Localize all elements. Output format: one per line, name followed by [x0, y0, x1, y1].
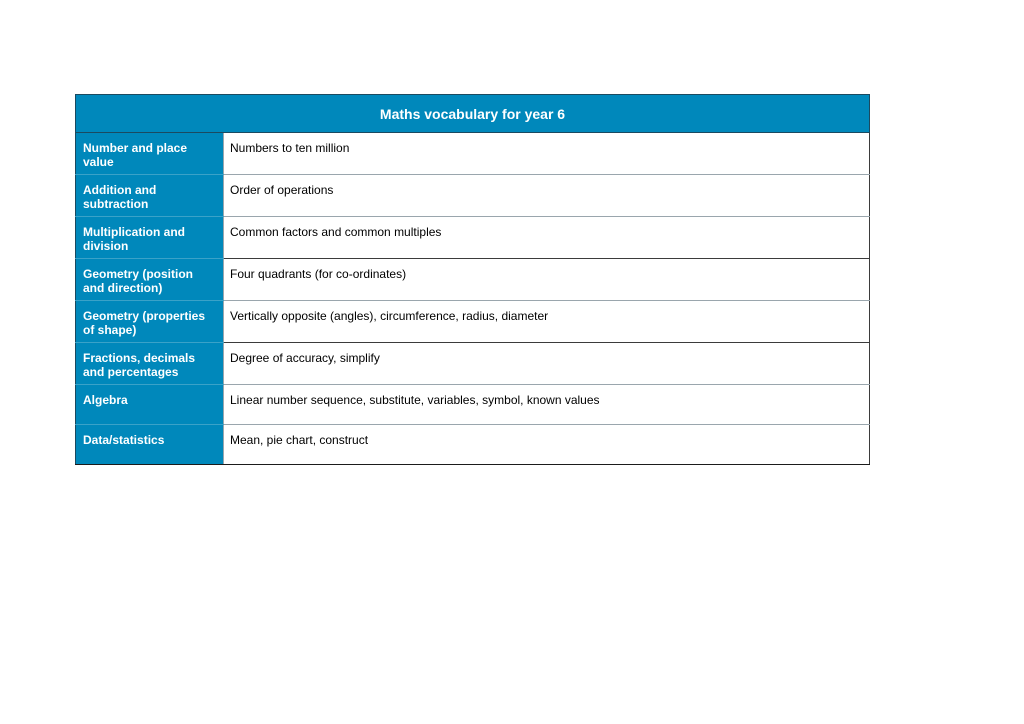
vocabulary-cell: Vertically opposite (angles), circumference, radius, diameter	[224, 301, 870, 343]
table-row	[76, 175, 870, 217]
vocabulary-cell: Common factors and common multiples	[224, 217, 870, 259]
vocabulary-cell: Numbers to ten million	[224, 133, 870, 175]
vocabulary-cell: Degree of accuracy, simplify	[224, 343, 870, 385]
topic-cell: Algebra	[76, 385, 224, 425]
topic-cell: Multiplication and division	[76, 217, 224, 259]
vocabulary-cell: Mean, pie chart, construct	[224, 425, 870, 465]
table-row	[76, 385, 870, 425]
vocabulary-cell: Four quadrants (for co-ordinates)	[224, 259, 870, 301]
table-row	[76, 301, 870, 343]
table-row	[76, 343, 870, 385]
topic-cell: Data/statistics	[76, 425, 224, 465]
table-header-row	[76, 95, 870, 133]
topic-cell: Fractions, decimals and percentages	[76, 343, 224, 385]
vocabulary-cell: Linear number sequence, substitute, variables, symbol, known values	[224, 385, 870, 425]
table-title: Maths vocabulary for year 6	[76, 95, 870, 133]
topic-cell: Addition and subtraction	[76, 175, 224, 217]
table-row	[76, 217, 870, 259]
table-row	[76, 425, 870, 465]
table-row	[76, 259, 870, 301]
topic-cell: Number and place value	[76, 133, 224, 175]
table-row	[76, 133, 870, 175]
topic-cell: Geometry (properties of shape)	[76, 301, 224, 343]
topic-cell: Geometry (position and direction)	[76, 259, 224, 301]
vocabulary-cell: Order of operations	[224, 175, 870, 217]
vocabulary-table	[75, 94, 870, 465]
